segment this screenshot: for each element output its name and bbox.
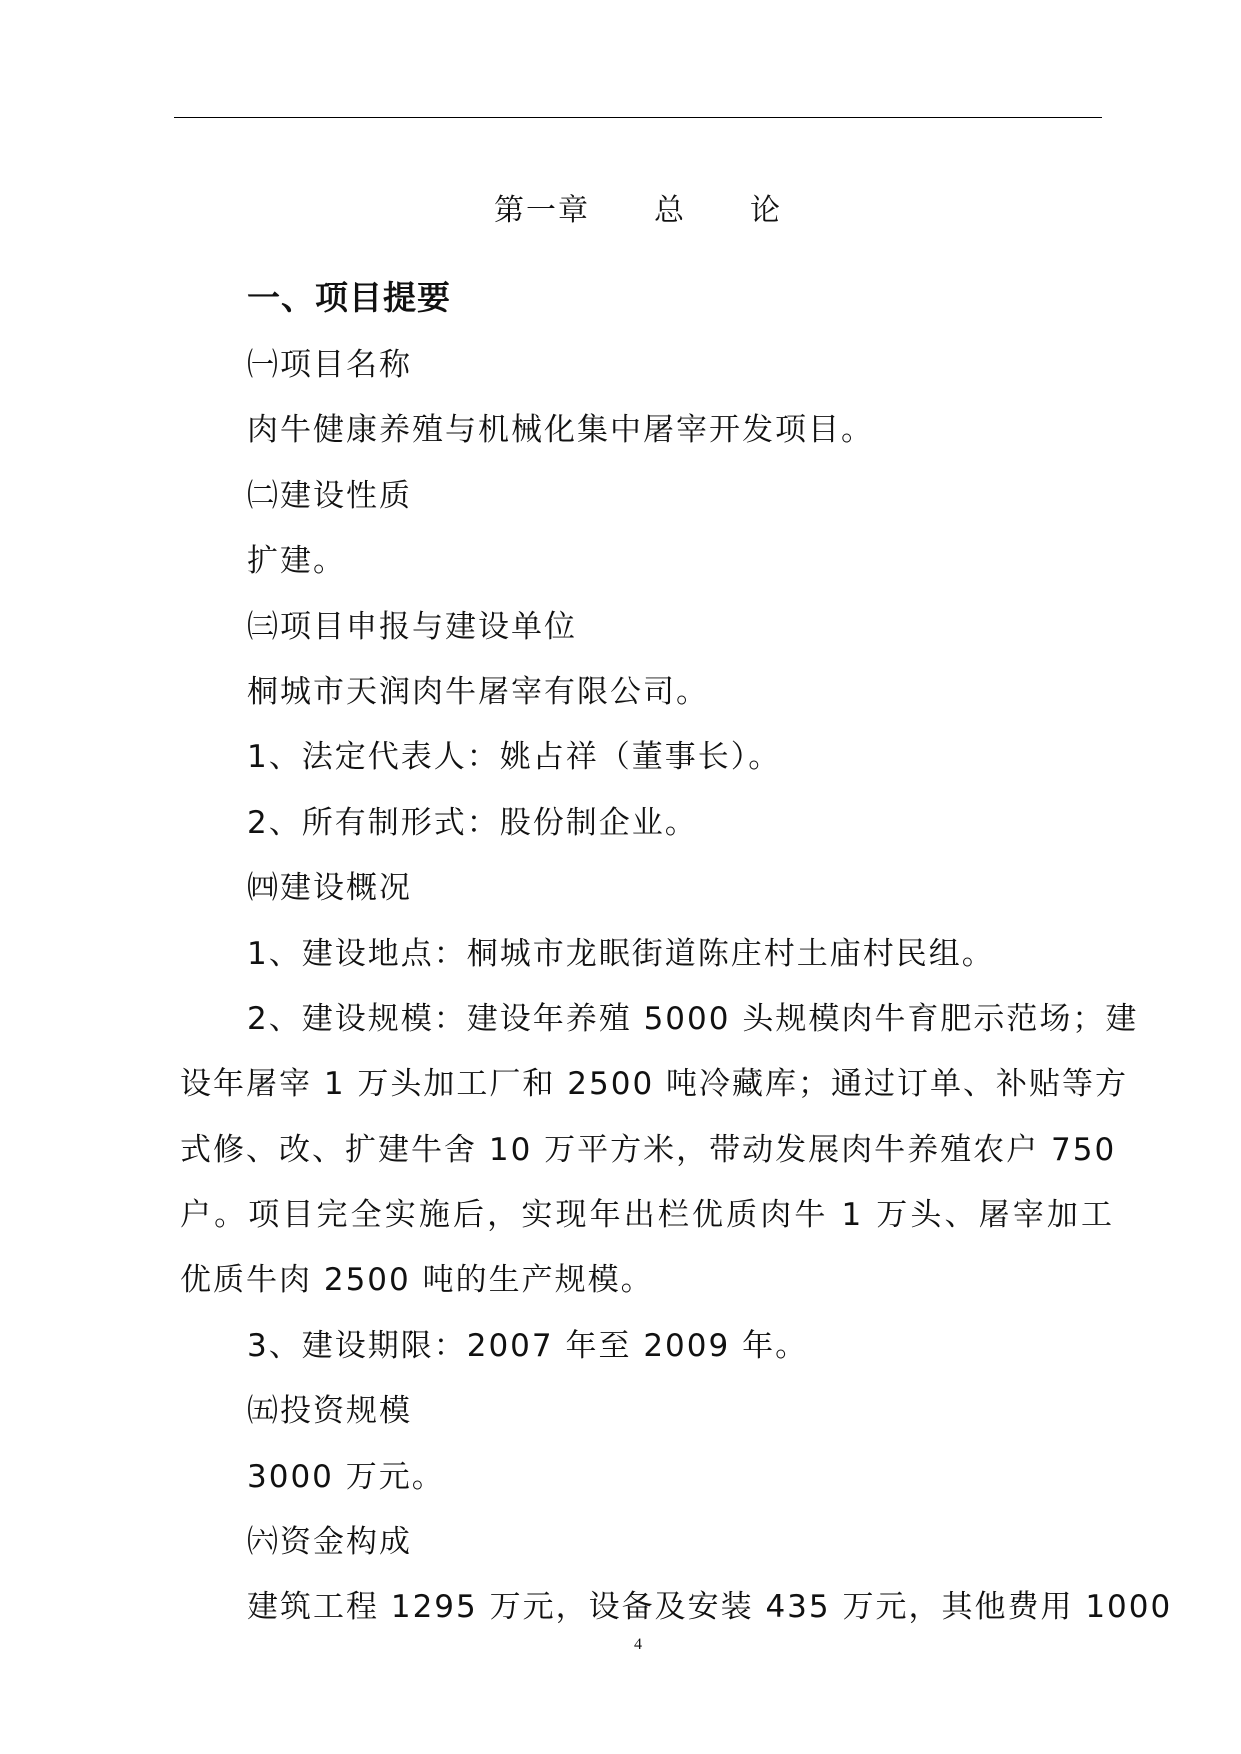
body-line: 3、建设期限：2007 年至 2009 年。 bbox=[247, 1327, 809, 1364]
body-line: 户。项目完全实施后，实现年出栏优质肉牛 1 万头、屠宰加工 bbox=[180, 1197, 1114, 1234]
body-line: 3000 万元。 bbox=[247, 1458, 445, 1495]
body-line: 肉牛健康养殖与机械化集中屠宰开发项目。 bbox=[247, 412, 874, 449]
body-line: 桐城市天润肉牛屠宰有限公司。 bbox=[247, 673, 709, 710]
subheading-investment-scale: ㈤投资规模 bbox=[247, 1393, 412, 1430]
body-line: 式修、改、扩建牛舍 10 万平方米，带动发展肉牛养殖农户 750 bbox=[180, 1131, 1117, 1168]
body-line: 1、法定代表人：姚占祥（董事长）。 bbox=[247, 739, 782, 776]
section-heading: 一、项目提要 bbox=[247, 278, 451, 317]
page-number: 4 bbox=[634, 1636, 642, 1653]
header-rule bbox=[174, 117, 1102, 118]
body-line: 优质牛肉 2500 吨的生产规模。 bbox=[180, 1262, 654, 1299]
chapter-title: 第一章 总 论 bbox=[494, 193, 782, 228]
subheading-applicant: ㈢项目申报与建设单位 bbox=[247, 608, 577, 645]
body-text bbox=[180, 333, 1173, 1641]
subheading-fund-composition: ㈥资金构成 bbox=[247, 1524, 412, 1561]
body-line: 1、建设地点：桐城市龙眠街道陈庄村土庙村民组。 bbox=[247, 935, 995, 972]
body-line: 建筑工程 1295 万元，设备及安装 435 万元，其他费用 1000 bbox=[247, 1589, 1173, 1626]
body-line: 设年屠宰 1 万头加工厂和 2500 吨冷藏库；通过订单、补贴等方 bbox=[180, 1066, 1129, 1103]
subheading-construction-overview: ㈣建设概况 bbox=[247, 870, 412, 907]
subheading-project-name: ㈠项目名称 bbox=[247, 347, 412, 383]
body-line: 2、建设规模：建设年养殖 5000 头规模肉牛育肥示范场；建 bbox=[247, 1000, 1139, 1037]
subheading-construction-nature: ㈡建设性质 bbox=[247, 477, 412, 514]
body-line: 2、所有制形式：股份制企业。 bbox=[247, 804, 698, 841]
body-line: 扩建。 bbox=[247, 543, 346, 580]
